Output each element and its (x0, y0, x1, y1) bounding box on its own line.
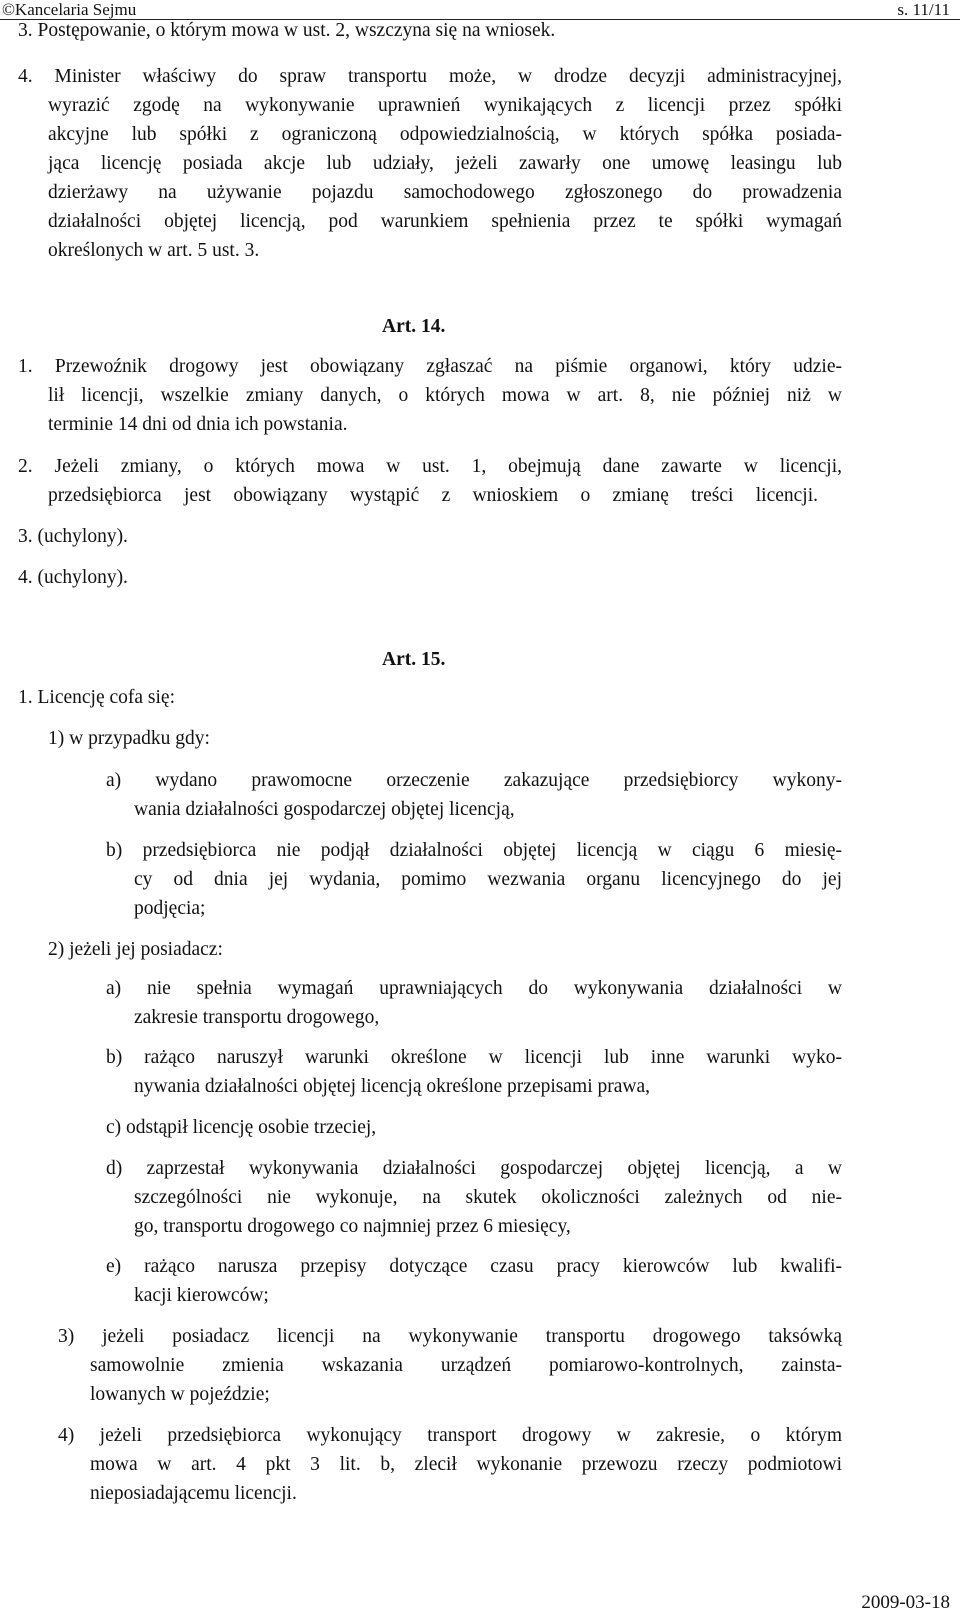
text-line: e) rażąco narusza przepisy dotyczące czasu pracy kierowców lub kwalifi- (106, 1256, 842, 1277)
text-line: a) nie spełnia wymagań uprawniających do wykonywania działalności w (106, 978, 842, 999)
article-heading: Art. 15. (382, 649, 446, 670)
text-line: lowanych w pojeździe; (90, 1384, 270, 1405)
text-line: b) rażąco naruszył warunki określone w licencji lub inne warunki wyko- (106, 1047, 842, 1068)
text-line: c) odstąpił licencję osobie trzeciej, (106, 1117, 377, 1138)
text-line: przedsiębiorca jest obowiązany wystąpić z wnioskiem o zmianę treści licencji. (48, 485, 818, 506)
text-line: kacji kierowców; (134, 1285, 269, 1306)
text-line: go, transportu drogowego co najmniej przez 6 miesięcy, (134, 1216, 571, 1237)
text-line: dzierżawy na używanie pojazdu samochodowego zgłoszonego do prowadzenia (48, 182, 842, 203)
text-line: b) przedsiębiorca nie podjął działalności objętej licencją w ciągu 6 miesię- (106, 840, 842, 861)
text-line: szczególności nie wykonuje, na skutek okoliczności zależnych od nie- (134, 1187, 842, 1208)
text-line: zakresie transportu drogowego, (134, 1007, 380, 1028)
text-line: 3. Postępowanie, o którym mowa w ust. 2, wszczyna się na wniosek. (18, 20, 556, 41)
text-line: 4) jeżeli przedsiębiorca wykonujący transport drogowy w zakresie, o którym (58, 1425, 842, 1446)
text-line: akcyjne lub spółki z ograniczoną odpowiedzialnością, w których spółka posiada- (48, 124, 842, 145)
text-line: mowa w art. 4 pkt 3 lit. b, zlecił wykonanie przewozu rzeczy podmiotowi (90, 1454, 842, 1475)
text-line: d) zaprzestał wykonywania działalności gospodarczej objętej licencją, a w (106, 1158, 842, 1179)
article-heading: Art. 14. (382, 316, 446, 337)
text-line: terminie 14 dni od dnia ich powstania. (48, 414, 348, 435)
header-left: ©Kancelaria Sejmu (2, 0, 137, 19)
text-line: lił licencji, wszelkie zmiany danych, o których mowa w art. 8, nie później niż w (48, 385, 842, 406)
text-line: 4. Minister właściwy do spraw transportu może, w drodze decyzji administracyjnej, (18, 66, 842, 87)
text-line: 1. Przewoźnik drogowy jest obowiązany zgłaszać na piśmie organowi, który udzie- (18, 356, 842, 377)
text-line: cy od dnia jej wydania, pomimo wezwania organu licencyjnego do jej (134, 869, 842, 890)
text-line: samowolnie zmienia wskazania urządzeń pomiarowo-kontrolnych, zainsta- (90, 1355, 842, 1376)
text-line: nywania działalności objętej licencją określone przepisami prawa, (134, 1076, 650, 1097)
text-line: podjęcia; (134, 898, 206, 919)
text-line: a) wydano prawomocne orzeczenie zakazujące przedsiębiorcy wykony- (106, 770, 842, 791)
text-line: określonych w art. 5 ust. 3. (48, 240, 260, 261)
text-line: 3) jeżeli posiadacz licencji na wykonywanie transportu drogowego taksówką (58, 1326, 842, 1347)
text-line: działalności objętej licencją, pod warunkiem spełnienia przez te spółki wymagań (48, 211, 842, 232)
text-line: 1) w przypadku gdy: (48, 728, 210, 749)
text-line: 1. Licencję cofa się: (18, 687, 175, 708)
text-line: wania działalności gospodarczej objętej licencją, (134, 799, 515, 820)
text-line: 3. (uchylony). (18, 526, 128, 547)
footer-date: 2009-03-18 (861, 1592, 950, 1613)
text-line: jąca licencję posiada akcje lub udziały, jeżeli zawarły one umowę leasingu lub (48, 153, 842, 174)
text-line: 2) jeżeli jej posiadacz: (48, 939, 223, 960)
text-line: 2. Jeżeli zmiany, o których mowa w ust. 1, obejmują dane zawarte w licencji, (18, 456, 842, 477)
page-number: s. 11/11 (897, 0, 950, 19)
text-line: wyrazić zgodę na wykonywanie uprawnień wynikających z licencji przez spółki (48, 95, 842, 116)
text-line: nieposiadającemu licencji. (90, 1483, 297, 1504)
text-line: 4. (uchylony). (18, 567, 128, 588)
